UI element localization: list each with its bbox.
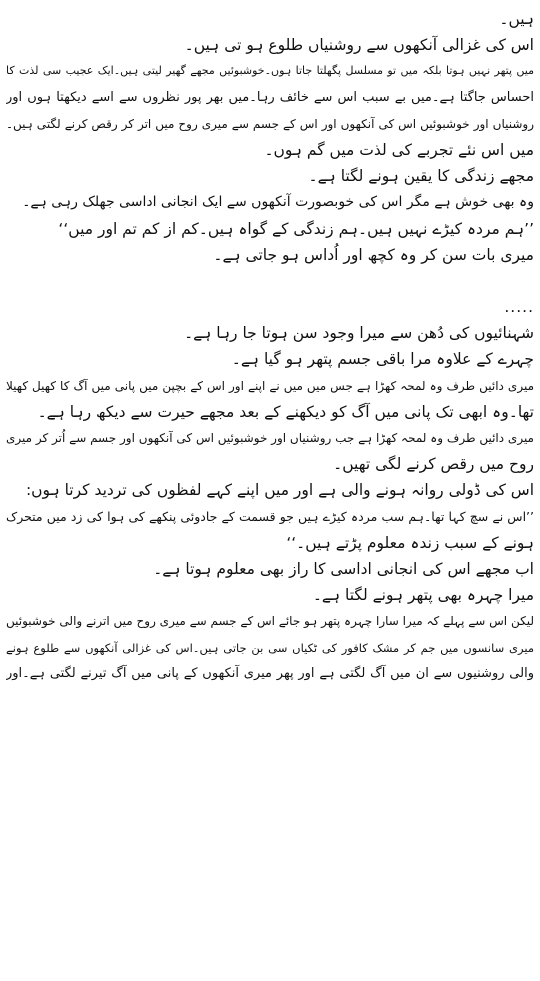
text-line: اب مجھے اس کی انجانی اداسی کا راز بھی معلوم ہوتا ہے۔	[153, 559, 534, 578]
text-line: چہرے کے علاوہ مرا باقی جسم پتھر ہو گیا ہے۔	[231, 350, 534, 369]
text-line: میں پتھر نہیں ہوتا بلکہ میں تو مسلسل پگھلتا جاتا ہوں۔خوشبوئیں مجھے گھیر لیتی ہیں۔ایک عجیب سی لذت کا	[6, 64, 534, 78]
text-line: لیکن اس سے پہلے کہ میرا سارا چہرہ پتھر ہو جائے اس کے جسم سے میری روح میں اترنے والی خوشبوئیں	[6, 614, 534, 629]
text-line: میری بات سن کر وہ کچھ اور اُداس ہو جاتی ہے۔	[213, 245, 534, 264]
text-line: اس کی ڈولی روانہ ہونے والی ہے اور میں اپنے کہے لفظوں کی تردید کرتا ہوں:	[25, 481, 534, 500]
text-line: میری دائیں طرف وہ لمحہ کھڑا ہے جب روشنیاں اور خوشبوئیں اس کی آنکھوں اور جسم سے اُتر کر میری	[6, 431, 534, 445]
text-line: احساس جاگتا ہے۔میں بے سبب اس سے خائف رہا۔میں بھر پور نظروں سے اسے دیکھتا ہوں اور	[6, 89, 534, 105]
text-line: وہ بھی خوش ہے مگر اس کی خوبصورت آنکھوں سے ایک انجانی اداسی جھلک رہی ہے۔	[22, 194, 534, 211]
text-line: میری سانسوں میں جم کر مشک کافور کی ٹکیاں سی بن جاتی ہیں۔اس کی غزالی آنکھوں سے طلوع ہونے	[6, 640, 534, 655]
text-line: شہنائیوں کی دُھن سے میرا وجود سن ہوتا جا رہا ہے۔	[184, 324, 534, 343]
text-line: اس کی غزالی آنکھوں سے روشنیاں طلوع ہو تی ہیں۔	[184, 36, 534, 55]
text-line: ہیں۔	[499, 10, 534, 28]
text-line: روشنیاں اور خوشبوئیں اس کی آنکھوں اور اس کے جسم سے میری روح میں اتر کر رقص کرنے لگتی ہیں۔	[6, 116, 534, 131]
text-line: والی روشنیوں سے ان میں آگ لگتی ہے اور پھر میری آنکھوں کے پانی میں آگ تیرنے لگتی ہے۔اور	[6, 665, 534, 681]
text-line: میرا چہرہ بھی پتھر ہونے لگتا ہے۔	[312, 586, 534, 605]
text-line: میں اس نئے تجربے کی لذت میں گم ہوں۔	[264, 140, 534, 159]
text-line: روح میں رقص کرنے لگی تھیں۔	[333, 455, 534, 474]
text-line: ’’اس نے سچ کہا تھا۔ہم سب مردہ کیڑے ہیں جو قسمت کے جادوئی پنکھے کی ہوا کی زد میں متحرک	[6, 508, 534, 524]
text-line: تھا۔وہ ابھی تک پانی میں آگ کو دیکھنے کے بعد مجھے حیرت سے دیکھ رہا ہے۔	[37, 402, 534, 421]
blank-line	[6, 268, 534, 294]
section-separator: .....	[504, 298, 534, 317]
text-line: میری دائیں طرف وہ لمحہ کھڑا ہے جس میں میں نے اپنے اور اس کے بچپن میں پانی میں آگ کا کھیل کھیلا	[6, 378, 534, 393]
text-line: ’’ہم مردہ کیڑے نہیں ہیں۔ہم زندگی کے گواہ ہیں۔کم از کم تم اور میں‘‘	[58, 219, 534, 238]
text-line: ہونے کے سبب زندہ معلوم پڑتے ہیں۔‘‘	[286, 533, 534, 552]
text-line: مجھے زندگی کا یقین ہونے لگتا ہے۔	[308, 167, 534, 186]
